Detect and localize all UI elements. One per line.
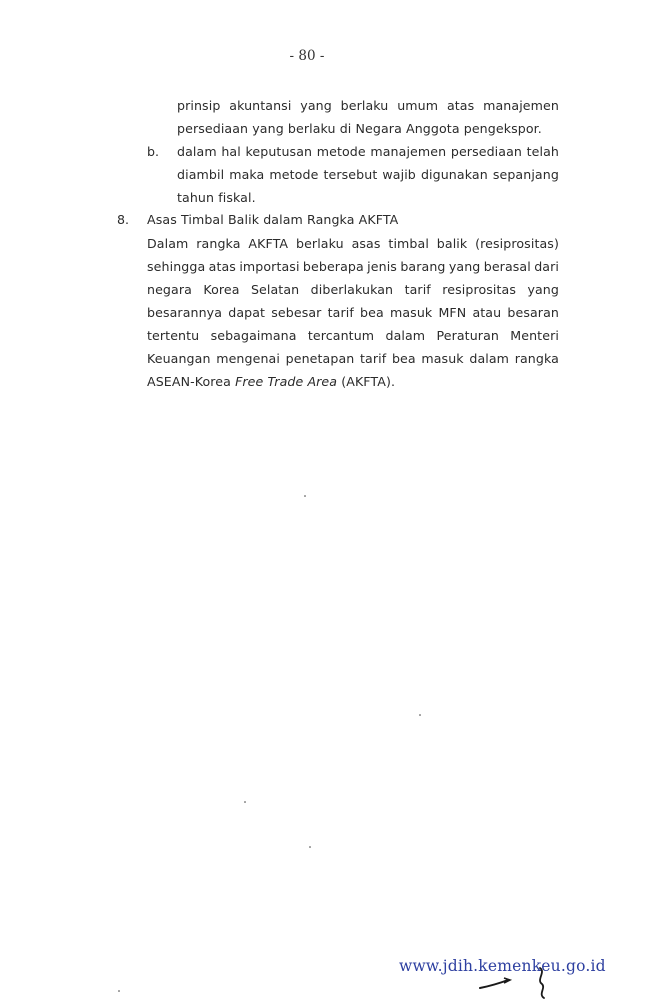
- word: bea: [360, 305, 384, 320]
- item-b-marker: b.: [147, 144, 159, 159]
- item-b-line-1: [177, 144, 559, 160]
- word: atau: [472, 305, 502, 320]
- word: AKFTA: [248, 236, 289, 251]
- page-number: - 80 -: [289, 48, 325, 64]
- word: Keuangan: [147, 351, 211, 366]
- word: persediaan: [450, 144, 522, 159]
- word: maka: [229, 167, 265, 182]
- word: berlaku: [340, 98, 389, 113]
- word: wajib: [382, 167, 416, 182]
- word: masuk: [389, 305, 433, 320]
- word: beberapa: [302, 259, 364, 274]
- word: asas: [351, 236, 381, 251]
- section-8-line-1: [147, 236, 559, 252]
- word: umum: [397, 98, 439, 113]
- word: MFN: [438, 305, 467, 320]
- scan-speck: [419, 714, 421, 716]
- word: sebagaimana: [210, 328, 297, 343]
- word: prinsip: [177, 98, 221, 113]
- scan-speck: [304, 495, 306, 497]
- word: manajemen: [370, 144, 447, 159]
- word: dalam: [385, 328, 426, 343]
- scan-speck: [244, 801, 246, 803]
- word: besarannya: [147, 305, 223, 320]
- word: Menteri: [510, 328, 559, 343]
- word: tarif: [404, 282, 431, 297]
- word: yang: [448, 259, 481, 274]
- word: metode: [269, 167, 319, 182]
- word: rangka: [196, 236, 241, 251]
- word: bea: [391, 351, 416, 366]
- word: resiprositas: [442, 282, 517, 297]
- word: atas: [208, 259, 236, 274]
- word: sehingga: [147, 259, 206, 274]
- word: dalam: [177, 144, 217, 159]
- scan-speck: [118, 990, 120, 992]
- section-8-heading: Asas Timbal Balik dalam Rangka AKFTA: [147, 212, 399, 227]
- word: rangka: [514, 351, 559, 366]
- section-8-line-6: [147, 351, 559, 367]
- section-8-line-3: [147, 282, 559, 298]
- section-8-line-2: [147, 259, 559, 275]
- word: tarif: [327, 305, 354, 320]
- free-trade-area-italic: Free Trade Area: [235, 374, 338, 389]
- word: atas: [446, 98, 475, 113]
- section-8-line-7-prefix: ASEAN-Korea: [147, 374, 236, 389]
- word: besaran: [507, 305, 559, 320]
- word: dapat: [228, 305, 266, 320]
- footer-url: www.jdih.kemenkeu.go.id: [399, 957, 606, 975]
- word: yang: [527, 282, 559, 297]
- word: timbal: [388, 236, 429, 251]
- item-a-line-2: persediaan yang berlaku di Negara Anggota pengekspor.: [177, 121, 542, 136]
- word: tersebut: [323, 167, 378, 182]
- word: jenis: [367, 259, 397, 274]
- item-a-line-1: [177, 98, 559, 114]
- word: balik: [436, 236, 468, 251]
- word: keputusan: [245, 144, 313, 159]
- word: penetapan: [285, 351, 355, 366]
- word: sepanjang: [492, 167, 559, 182]
- word: tercantum: [307, 328, 375, 343]
- item-b-line-3: tahun fiskal.: [177, 190, 256, 205]
- word: tertentu: [147, 328, 200, 343]
- word: manajemen: [483, 98, 559, 113]
- section-8-line-5: [147, 328, 559, 344]
- word: Selatan: [250, 282, 300, 297]
- word: Korea: [203, 282, 240, 297]
- word: telah: [526, 144, 559, 159]
- word: masuk: [421, 351, 464, 366]
- word: negara: [147, 282, 192, 297]
- word: diambil: [177, 167, 225, 182]
- word: diberlakukan: [310, 282, 394, 297]
- word: berasal: [483, 259, 531, 274]
- word: tarif: [360, 351, 387, 366]
- paraf-signature-icon: [476, 966, 556, 1000]
- word: Dalam: [147, 236, 189, 251]
- item-b-line-2: [177, 167, 559, 183]
- word: barang: [400, 259, 446, 274]
- word: dari: [534, 259, 559, 274]
- word: hal: [221, 144, 241, 159]
- word: yang: [300, 98, 332, 113]
- word: mengenai: [216, 351, 280, 366]
- word: metode: [316, 144, 366, 159]
- section-8-line-7-suffix: (AKFTA).: [337, 374, 396, 389]
- section-8-line-7: [147, 374, 395, 390]
- scan-speck: [309, 846, 311, 848]
- word: (resiprositas): [475, 236, 559, 251]
- word: digunakan: [420, 167, 488, 182]
- section-8-number: 8.: [117, 212, 130, 227]
- section-8-line-4: [147, 305, 559, 321]
- word: akuntansi: [229, 98, 292, 113]
- word: dalam: [469, 351, 510, 366]
- word: Peraturan: [436, 328, 499, 343]
- word: berlaku: [295, 236, 344, 251]
- word: importasi: [239, 259, 300, 274]
- word: sebesar: [271, 305, 322, 320]
